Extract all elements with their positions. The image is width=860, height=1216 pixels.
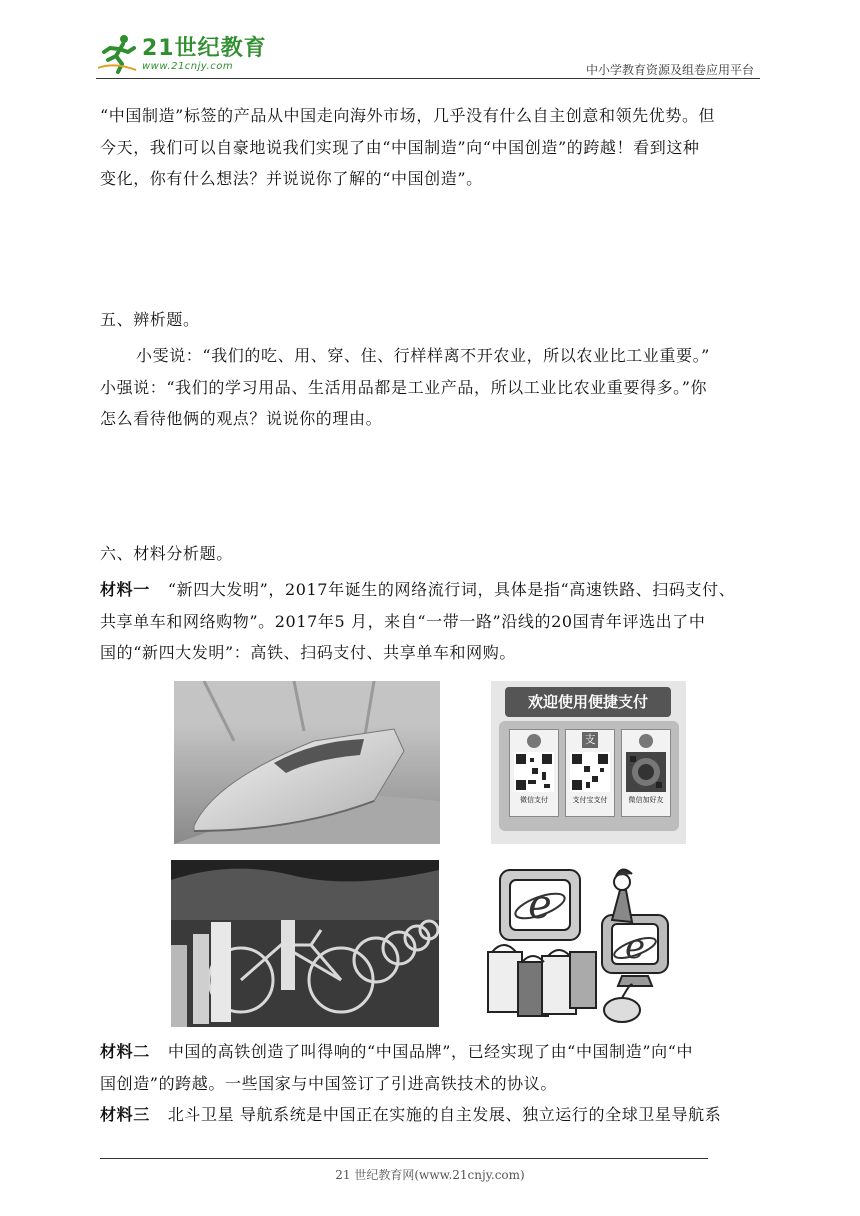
running-figure-icon	[96, 32, 140, 76]
material2-paragraph	[100, 1036, 764, 1131]
text-line: 共享单车和网络购物”。2017年5 月，来自“一带一路”沿线的20国青年评选出了中	[100, 611, 706, 631]
text-line: “中国制造”标签的产品从中国走向海外市场，几乎没有什么自主创意和领先优势。但	[100, 106, 716, 125]
section4-paragraph	[100, 100, 764, 195]
section5-paragraph	[100, 340, 764, 435]
footer-divider	[100, 1158, 708, 1159]
scan-payment-photo	[491, 681, 686, 844]
page-footer: 21 世纪教育网(www.21cnjy.com)	[335, 1168, 525, 1182]
text-line: 小强说：“我们的学习用品、生活用品都是工业产品，所以工业比农业重要得多。”你	[100, 377, 708, 397]
header-divider	[96, 78, 760, 79]
section6-title: 六、材料分析题。	[100, 544, 233, 563]
qr-code-icon	[514, 752, 554, 792]
wechat-icon	[527, 734, 541, 748]
text-line: 今天，我们可以自豪地说我们实现了由“中国制造”向“中国创造”的跨越！看到这种	[100, 137, 700, 157]
qr-card-label: 微信加好友	[628, 796, 664, 804]
logo-brand-text: 21世纪教育	[142, 35, 267, 61]
text-line	[100, 1036, 764, 1068]
ie-logo-icon: e	[624, 927, 646, 967]
online-shopping-illustration	[482, 860, 686, 1027]
material2-text: 中国的高铁创造了叫得响的“中国品牌”，已经实现了由“中国制造”向“中	[167, 1042, 694, 1061]
qr-code-icon	[570, 752, 610, 792]
qr-card	[565, 729, 615, 817]
material1-paragraph	[100, 574, 764, 669]
qr-card	[621, 729, 671, 817]
material3-label: 材料三	[100, 1105, 150, 1124]
text-line: 变化，你有什么想法？并说说你了解的“中国创造”。	[100, 169, 483, 188]
qr-code-icon	[626, 752, 666, 792]
contact-icon	[639, 734, 653, 748]
high-speed-train-photo	[174, 681, 440, 844]
text-line: 怎么看待他俩的观点？说说你的理由。	[100, 409, 383, 428]
page-header	[96, 32, 760, 78]
material3-text: 北斗卫星 导航系统是中国正在实施的自主发展、独立运行的全球卫星导航系	[167, 1105, 722, 1124]
text-line	[100, 1099, 764, 1131]
text-line: 国创造”的跨越。一些国家与中国签订了引进高铁技术的协议。	[100, 1073, 557, 1093]
qr-card	[509, 729, 559, 817]
shared-bikes-photo	[171, 860, 439, 1027]
qr-card-label: 支付宝支付	[572, 796, 608, 804]
alipay-icon: 支	[582, 732, 598, 748]
section5-title: 五、辨析题。	[100, 310, 200, 329]
payment-banner: 欢迎使用便捷支付	[505, 687, 671, 717]
site-logo	[96, 32, 267, 76]
material1-label: 材料一	[100, 580, 150, 599]
qr-card-label: 微信支付	[520, 796, 548, 804]
text-line: 小雯说：“我们的吃、用、穿、住、行样样离不开农业，所以农业比工业重要。”	[136, 346, 710, 365]
logo-url-text: www.21cnjy.com	[142, 60, 234, 72]
platform-name: 中小学教育资源及组卷应用平台	[585, 63, 754, 77]
text-line	[100, 574, 764, 606]
material1-text: “新四大发明”，2017年诞生的网络流行词，具体是指“高速铁路、扫码支付、	[167, 580, 736, 599]
ie-logo-icon: e	[528, 882, 552, 928]
material2-label: 材料二	[100, 1042, 150, 1061]
text-line: 国的“新四大发明”：高铁、扫码支付、共享单车和网购。	[100, 643, 516, 662]
